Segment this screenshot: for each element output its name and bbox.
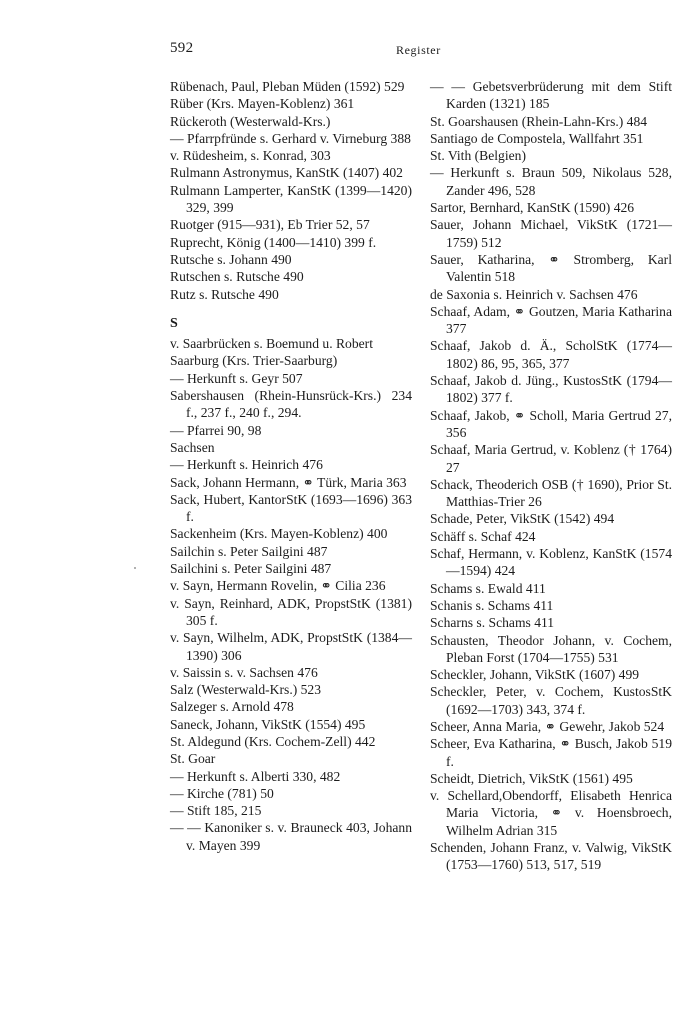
index-entry: Scheckler, Johann, VikStK (1607) 499 xyxy=(430,667,640,683)
index-entry: Sackenheim (Krs. Mayen-Koblenz) 400 xyxy=(170,526,388,542)
index-entry: St. Aldegund (Krs. Cochem-Zell) 442 xyxy=(170,733,376,749)
index-entry: Sauer, Johann Michael, VikStK (1721—1759) 512 xyxy=(430,217,672,250)
index-entries-s-continued xyxy=(430,78,672,874)
index-entry: Scheidt, Dietrich, VikStK (1561) 495 xyxy=(430,770,633,786)
index-entry: Saarburg (Krs. Trier-Saarburg) xyxy=(170,353,338,369)
index-entry: — Herkunft s. Heinrich 476 xyxy=(170,457,323,473)
index-entry: Schausten, Theodor Johann, v. Cochem, Pleban Forst (1704—1755) 531 xyxy=(430,632,672,665)
index-entry: Sack, Hubert, KantorStK (1693—1696) 363 f. xyxy=(170,491,412,525)
index-entry: Rübenach, Paul, Pleban Müden (1592) 529 xyxy=(170,79,405,94)
index-entry: — Herkunft s. Alberti 330, 482 xyxy=(170,768,341,784)
index-entry: — Pfarrei 90, 98 xyxy=(170,422,262,438)
index-entries-r xyxy=(170,78,412,303)
index-column-right xyxy=(430,78,672,874)
index-entry: v. Rüdesheim, s. Konrad, 303 xyxy=(170,148,331,164)
index-entry: Schack, Theoderich OSB († 1690), Prior St. Matthias-Trier 26 xyxy=(430,476,672,510)
running-head: Register xyxy=(396,43,441,57)
index-entry: Rulmann Astronymus, KanStK (1407) 402 xyxy=(170,165,403,181)
index-entry: Ruprecht, König (1400—1410) 399 f. xyxy=(170,234,377,250)
index-entry: Schaaf, Jakob, ⚭ Scholl, Maria Gertrud 27, 356 xyxy=(430,407,672,440)
index-entry: v. Sayn, Hermann Rovelin, ⚭ Cilia 236 xyxy=(170,578,386,594)
index-entry: — Stift 185, 215 xyxy=(170,803,262,819)
index-entry: Sailchin s. Peter Sailgini 487 xyxy=(170,543,328,559)
section-letter-s: S xyxy=(170,315,178,331)
index-entry: Sartor, Bernhard, KanStK (1590) 426 xyxy=(430,200,635,216)
page-number: 592 xyxy=(170,40,194,56)
index-entry: St. Vith (Belgien) xyxy=(430,148,526,164)
index-entries-s xyxy=(170,335,412,854)
index-entry: Sachsen xyxy=(170,439,215,455)
index-entry: Schenden, Johann Franz, v. Valwig, VikStK (1753—1760) 513, 517, 519 xyxy=(430,840,672,873)
index-entry: Scheckler, Peter, v. Cochem, KustosStK (1692—1703) 343, 374 f. xyxy=(430,684,672,717)
index-entry: Schaaf, Adam, ⚭ Goutzen, Maria Katharina 377 xyxy=(430,303,672,337)
index-entry: Scharns s. Schams 411 xyxy=(430,615,555,631)
index-entry: — — Gebetsverbrüderung mit dem Stift Karden (1321) 185 xyxy=(430,79,672,112)
index-entry: Sabershausen (Rhein-Hunsrück-Krs.) 234 f., 237 f., 240 f., 294. xyxy=(170,388,412,421)
index-entry: Rulmann Lamperter, KanStK (1399—1420) 329, 399 xyxy=(170,182,412,216)
index-entry: Rutsche s. Johann 490 xyxy=(170,251,292,267)
index-entry: Rückeroth (Westerwald-Krs.) xyxy=(170,113,331,129)
index-entry: Scheer, Eva Katharina, ⚭ Busch, Jakob 519 f. xyxy=(430,736,672,769)
index-entry: Rüber (Krs. Mayen-Koblenz) 361 xyxy=(170,96,355,112)
index-entry: Schaaf, Jakob d. Jüng., KustosStK (1794—1802) 377 f. xyxy=(430,373,672,406)
index-entry: Salz (Westerwald-Krs.) 523 xyxy=(170,682,322,698)
index-column-left xyxy=(170,78,412,854)
index-entry: Schade, Peter, VikStK (1542) 494 xyxy=(430,511,615,527)
index-entry: — — Kanoniker s. v. Brauneck 403, Johann v. Mayen 399 xyxy=(170,820,412,853)
index-entry: St. Goarshausen (Rhein-Lahn-Krs.) 484 xyxy=(430,113,648,129)
index-entry: v. Sayn, Reinhard, ADK, PropstStK (1381) 305 f. xyxy=(170,595,412,628)
index-entry: Schanis s. Schams 411 xyxy=(430,597,554,613)
index-entry: Sack, Johann Hermann, ⚭ Türk, Maria 363 xyxy=(170,474,407,490)
index-entry: Ruotger (915—931), Eb Trier 52, 57 xyxy=(170,217,370,233)
index-entry: de Saxonia s. Heinrich v. Sachsen 476 xyxy=(430,286,638,302)
index-entry: v. Saissin s. v. Sachsen 476 xyxy=(170,664,318,680)
stray-dot xyxy=(134,567,136,569)
index-entry: Sailchini s. Peter Sailgini 487 xyxy=(170,561,332,577)
index-entry: Rutschen s. Rutsche 490 xyxy=(170,269,304,285)
index-entry: v. Saarbrücken s. Boemund u. Robert xyxy=(170,336,373,352)
index-entry: Schams s. Ewald 411 xyxy=(430,580,546,596)
index-entry: St. Goar xyxy=(170,751,216,767)
index-entry: — Herkunft s. Braun 509, Nikolaus 528, Zander 496, 528 xyxy=(430,165,672,198)
index-entry: v. Schellard,Obendorff, Elisabeth Henrica Maria Victoria, ⚭ v. Hoensbroech, Wilhelm Adrian 315 xyxy=(430,788,672,838)
index-entry: Schaf, Hermann, v. Koblenz, KanStK (1574—1594) 424 xyxy=(430,546,672,579)
index-entry: Schäff s. Schaf 424 xyxy=(430,528,536,544)
index-entry: Santiago de Compostela, Wallfahrt 351 xyxy=(430,130,644,146)
index-entry: Scheer, Anna Maria, ⚭ Gewehr, Jakob 524 xyxy=(430,718,665,734)
index-entry: Salzeger s. Arnold 478 xyxy=(170,699,294,715)
index-entry: Saneck, Johann, VikStK (1554) 495 xyxy=(170,716,366,732)
index-entry: Schaaf, Maria Gertrud, v. Koblenz († 1764) 27 xyxy=(430,442,672,475)
index-entry: — Herkunft s. Geyr 507 xyxy=(170,370,303,386)
index-entry: Schaaf, Jakob d. Ä., ScholStK (1774—1802) 86, 95, 365, 377 xyxy=(430,338,672,371)
index-entry: Sauer, Katharina, ⚭ Stromberg, Karl Valentin 518 xyxy=(430,251,672,285)
index-entry: Rutz s. Rutsche 490 xyxy=(170,286,279,302)
index-entry: — Pfarrpfründe s. Gerhard v. Virneburg 388 xyxy=(170,130,411,146)
index-entry: — Kirche (781) 50 xyxy=(170,785,274,801)
index-entry: v. Sayn, Wilhelm, ADK, PropstStK (1384—1390) 306 xyxy=(170,630,412,663)
